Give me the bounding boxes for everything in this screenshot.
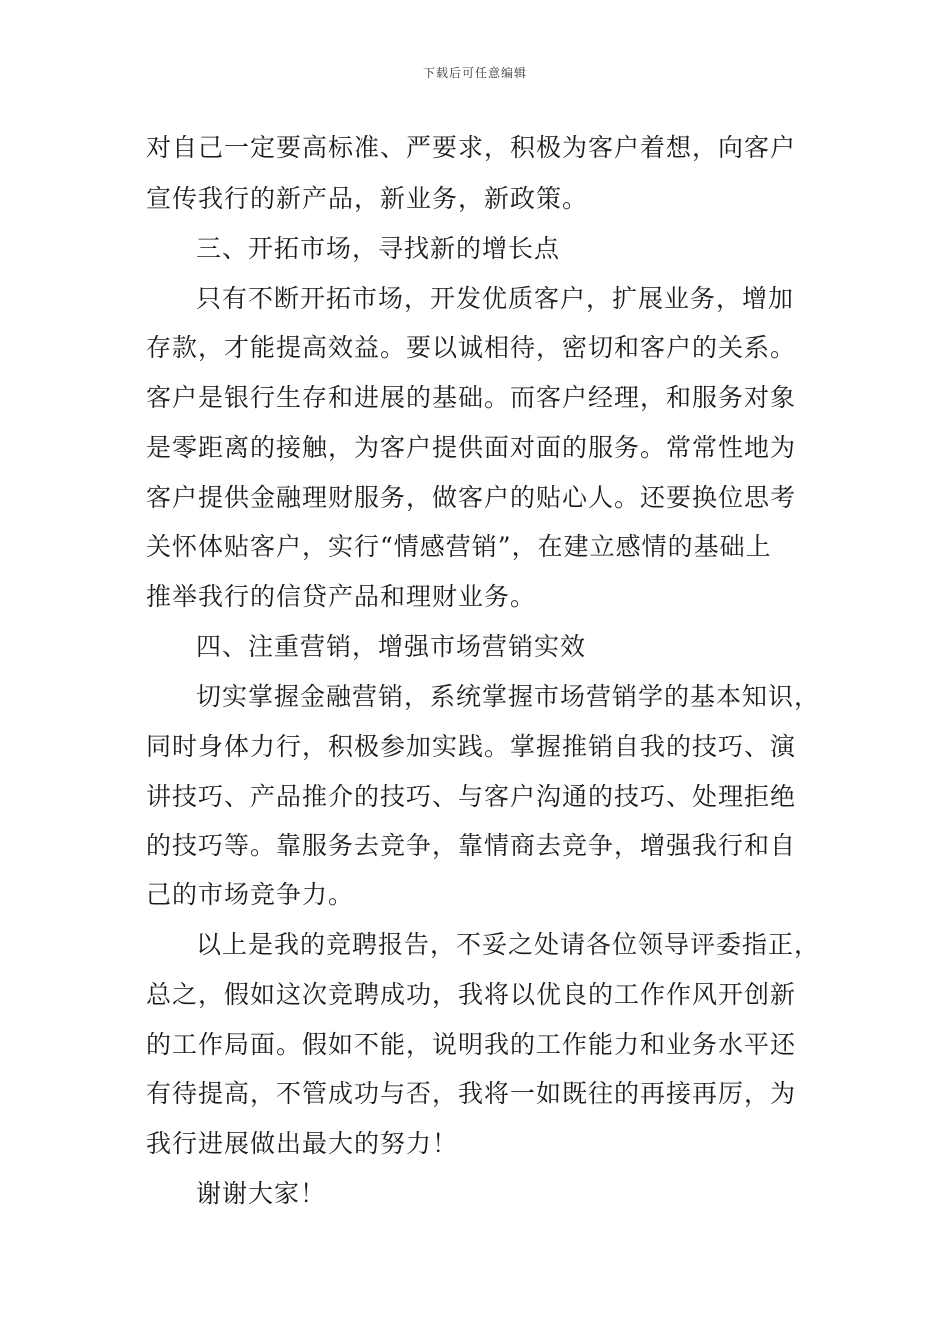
body-line: 讲技巧、产品推介的技巧、与客户沟通的技巧、处理拒绝 (146, 782, 797, 811)
section-heading: 四、注重营销，增强市场营销实效 (196, 632, 587, 661)
body-line: 是零距离的接触，为客户提供面对面的服务。常常性地为 (146, 433, 797, 462)
closing-line: 谢谢大家！ (196, 1179, 327, 1208)
paragraph-first-line: 以上是我的竞聘报告，不妥之处请各位领导评委指正， (196, 930, 821, 959)
section-heading: 三、开拓市场，寻找新的增长点 (196, 234, 561, 263)
paragraph-first-line: 只有不断开拓市场，开发优质客户，扩展业务，增加 (196, 284, 795, 313)
body-line: 的技巧等。靠服务去竞争，靠情商去竞争，增强我行和自 (146, 831, 797, 860)
body-line: 存款，才能提高效益。要以诚相待，密切和客户的关系。 (146, 333, 797, 362)
body-line: 对自己一定要高标准、严要求，积极为客户着想，向客户 (146, 133, 797, 162)
body-line: 我行进展做出最大的努力！ (146, 1129, 459, 1158)
body-line: 宣传我行的新产品，新业务，新政策。 (146, 184, 589, 213)
body-line: 推举我行的信贷产品和理财业务。 (146, 582, 537, 611)
body-line: 有待提高，不管成功与否，我将一如既往的再接再厉，为 (146, 1079, 797, 1108)
body-line: 同时身体力行，积极参加实践。掌握推销自我的技巧、演 (146, 732, 797, 761)
body-line: 客户提供金融理财服务，做客户的贴心人。还要换位思考 (146, 483, 797, 512)
body-line: 的工作局面。假如不能，说明我的工作能力和业务水平还 (146, 1030, 797, 1059)
body-line: 关怀体贴客户，实行“情感营销”，在建立感情的基础上 (146, 532, 772, 561)
body-line: 客户是银行生存和进展的基础。而客户经理，和服务对象 (146, 383, 797, 412)
page-header: 下载后可任意编辑 (422, 66, 527, 80)
body-line: 总之，假如这次竞聘成功，我将以优良的工作作风开创新 (146, 980, 797, 1009)
paragraph-first-line: 切实掌握金融营销，系统掌握市场营销学的基本知识， (196, 682, 821, 711)
body-line: 己的市场竞争力。 (146, 880, 355, 909)
